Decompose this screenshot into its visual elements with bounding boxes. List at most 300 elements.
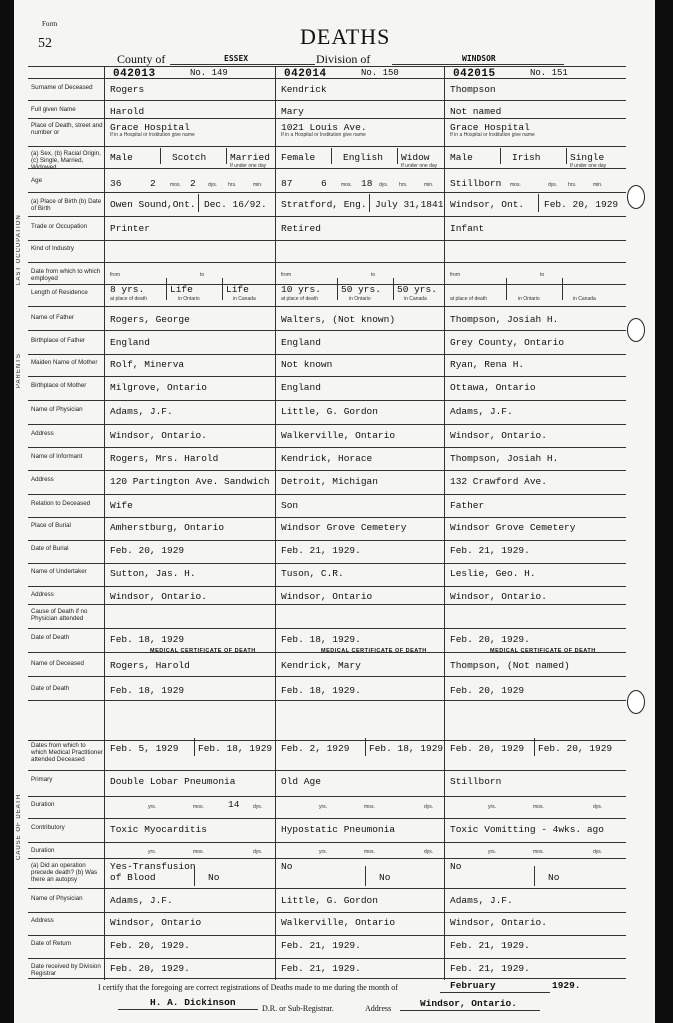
dr-label: D.R. or Sub-Registrar. bbox=[262, 1004, 334, 1013]
field-age-years: Stillborn bbox=[450, 178, 502, 189]
field-und-address: Windsor, Ontario. bbox=[110, 591, 207, 602]
row-label-und-address: Address bbox=[31, 591, 54, 598]
dys-unit: dys. bbox=[253, 849, 263, 855]
from-label: from bbox=[450, 272, 460, 278]
division-value: WINDSOR bbox=[462, 54, 496, 63]
at-place-label: at place of death bbox=[450, 296, 487, 302]
field-race: Scotch bbox=[172, 152, 207, 163]
row-label-father-birth: Birthplace of Father bbox=[31, 337, 85, 344]
entry-number: No. 149 bbox=[190, 68, 228, 78]
row-label-residence: Length of Residence bbox=[31, 289, 88, 296]
field-father-birth: England bbox=[110, 337, 150, 348]
registrar-name: H. A. Dickinson bbox=[150, 997, 236, 1008]
field-informant: Thompson, Josiah H. bbox=[450, 453, 559, 464]
row-label-physician2: Name of Physician bbox=[31, 895, 83, 902]
row-rule bbox=[28, 470, 626, 471]
footer-address: Windsor, Ontario. bbox=[420, 998, 517, 1009]
mos-unit: mos. bbox=[364, 804, 375, 810]
mos-unit: mos. bbox=[510, 182, 521, 188]
hospital-note: If in a Hospital or Institution give name bbox=[110, 132, 195, 138]
in-canada-label: in Canada bbox=[573, 296, 596, 302]
field-inf-address: 120 Partington Ave. Sandwich bbox=[110, 476, 270, 487]
field-race: Irish bbox=[512, 152, 541, 163]
min-unit: min. bbox=[253, 182, 263, 188]
row-rule bbox=[28, 192, 626, 193]
month-rule bbox=[440, 992, 550, 993]
cell-divider bbox=[194, 738, 195, 756]
footer-month: February bbox=[450, 980, 496, 991]
field-place: Grace Hospital bbox=[110, 122, 190, 133]
row-rule bbox=[28, 935, 626, 936]
row-label-attended: Dates from which to which Medical Practitioner attended Deceased bbox=[31, 742, 103, 763]
field-death-date: Feb. 20, 1929. bbox=[450, 634, 530, 645]
field-address: Walkerville, Ontario bbox=[281, 430, 396, 441]
field-birth-place: Owen Sound,Ont. bbox=[110, 199, 196, 210]
row-label-surname: Surname of Deceased bbox=[31, 84, 93, 91]
mos-unit: mos. bbox=[364, 849, 375, 855]
field-duration-days: 14 bbox=[228, 799, 240, 810]
at-place-label: at place of death bbox=[281, 296, 318, 302]
cell-divider bbox=[365, 738, 366, 756]
field-death-date: Feb. 18, 1929. bbox=[281, 634, 361, 645]
cell-divider bbox=[534, 866, 535, 886]
field-und-address: Windsor, Ontario bbox=[281, 591, 373, 602]
field-residence-ontario: Life bbox=[170, 284, 193, 295]
under-day-note: If under one day bbox=[401, 163, 438, 169]
field-mother: Ryan, Rena H. bbox=[450, 359, 525, 370]
row-rule bbox=[28, 858, 626, 859]
dys-unit: dys. bbox=[208, 182, 218, 188]
row-label-duration: Duration bbox=[31, 801, 55, 808]
row-label-age: Age bbox=[31, 177, 43, 184]
field-father: Thompson, Josiah H. bbox=[450, 314, 559, 325]
field-primary: Double Lobar Pneumonia bbox=[110, 776, 236, 787]
cell-divider bbox=[506, 278, 507, 300]
row-rule bbox=[28, 842, 626, 843]
row-rule bbox=[28, 330, 626, 331]
dys-unit: dys. bbox=[593, 804, 603, 810]
mos-unit: mos. bbox=[533, 849, 544, 855]
field-informant: Rogers, Mrs. Harold bbox=[110, 453, 219, 464]
field-physician: Adams, J.F. bbox=[450, 406, 513, 417]
field-address: Windsor, Ontario. bbox=[450, 430, 547, 441]
field-given: Not named bbox=[450, 106, 502, 117]
scan-border-left bbox=[0, 0, 14, 1023]
cell-divider bbox=[226, 148, 227, 164]
row-rule bbox=[28, 958, 626, 959]
hrs-unit: hrs. bbox=[399, 182, 408, 188]
medical-certificate-heading: MEDICAL CERTIFICATE OF DEATH bbox=[150, 648, 256, 654]
cell-divider bbox=[365, 866, 366, 886]
field-burial-place: Windsor Grove Cemetery bbox=[450, 522, 576, 533]
field-surname: Rogers bbox=[110, 84, 145, 95]
field-cert-date: Feb. 18, 1929 bbox=[110, 685, 185, 696]
row-label-birth: (a) Place of Birth (b) Date of Birth bbox=[31, 198, 102, 212]
registration-number: 042014 bbox=[284, 68, 327, 80]
field-inf-address: 132 Crawford Ave. bbox=[450, 476, 547, 487]
registration-number: 042013 bbox=[113, 68, 156, 80]
mos-unit: mos. bbox=[533, 804, 544, 810]
field-sex: Male bbox=[450, 152, 473, 163]
in-ontario-label: in Ontario bbox=[178, 296, 200, 302]
yrs-unit: yrs. bbox=[148, 804, 157, 810]
punch-hole bbox=[627, 318, 645, 342]
cell-divider bbox=[538, 194, 539, 212]
field-burial-place: Amherstburg, Ontario bbox=[110, 522, 225, 533]
dys-unit: dys. bbox=[253, 804, 263, 810]
field-cert-name: Thompson, (Not named) bbox=[450, 660, 570, 671]
footer-year: 1929. bbox=[552, 980, 581, 991]
field-age-months: 2 bbox=[150, 178, 156, 189]
mos-unit: mos. bbox=[341, 182, 352, 188]
row-rule bbox=[28, 770, 626, 771]
hospital-note: If in a Hospital or Institution give name bbox=[281, 132, 366, 138]
row-label-sex: (a) Sex, (b) Racial Origin, (c) Single, Married, Widowed bbox=[31, 150, 101, 171]
cell-divider bbox=[198, 194, 199, 212]
row-rule bbox=[28, 540, 626, 541]
row-rule bbox=[28, 424, 626, 425]
footer-address-label: Address bbox=[365, 1004, 392, 1013]
field-physician2: Adams, J.F. bbox=[450, 895, 513, 906]
field-address2: Windsor, Ontario. bbox=[450, 917, 547, 928]
field-attended-from: Feb. 2, 1929 bbox=[281, 743, 350, 754]
row-label-relation: Relation to Deceased bbox=[31, 500, 91, 507]
yrs-unit: yrs. bbox=[488, 849, 497, 855]
field-trade: Infant bbox=[450, 223, 485, 234]
dys-unit: dys. bbox=[424, 849, 434, 855]
punch-hole bbox=[627, 185, 645, 209]
field-physician: Adams, J.F. bbox=[110, 406, 173, 417]
field-residence-place: 10 yrs. bbox=[281, 284, 321, 295]
field-attended-to: Feb. 18, 1929 bbox=[369, 743, 444, 754]
row-rule bbox=[28, 306, 626, 307]
field-registrar: Feb. 20, 1929. bbox=[110, 963, 190, 974]
in-ontario-label: in Ontario bbox=[518, 296, 540, 302]
row-label-burial-place: Place of Burial bbox=[31, 522, 71, 529]
field-physician: Little, G. Gordon bbox=[281, 406, 378, 417]
row-label-primary: Primary bbox=[31, 776, 53, 783]
field-inf-address: Detroit, Michigan bbox=[281, 476, 378, 487]
field-status: Married bbox=[230, 152, 270, 163]
field-mother: Rolf, Minerva bbox=[110, 359, 185, 370]
row-rule bbox=[28, 604, 626, 605]
field-birth-place: Windsor, Ont. bbox=[450, 199, 525, 210]
field-undertaker: Leslie, Geo. H. bbox=[450, 568, 536, 579]
field-given: Harold bbox=[110, 106, 145, 117]
in-ontario-label: in Ontario bbox=[349, 296, 371, 302]
side-label-parents: PARENTS bbox=[16, 353, 22, 388]
row-label-duration2: Duration bbox=[31, 847, 55, 854]
field-operation: No bbox=[450, 861, 462, 872]
cell-divider bbox=[562, 278, 563, 300]
row-rule bbox=[28, 240, 626, 241]
row-rule bbox=[28, 216, 626, 217]
dys-unit: dys. bbox=[379, 182, 389, 188]
to-label: to bbox=[371, 272, 376, 278]
row-label-registrar: Date received by Division Registrar bbox=[31, 963, 101, 977]
min-unit: min. bbox=[593, 182, 603, 188]
field-age-days: 18 bbox=[361, 178, 373, 189]
field-return: Feb. 21, 1929. bbox=[450, 940, 530, 951]
form-label: Form bbox=[42, 20, 58, 28]
field-informant: Kendrick, Horace bbox=[281, 453, 373, 464]
row-rule bbox=[28, 354, 626, 355]
footer-rule bbox=[28, 978, 626, 979]
entry-number: No. 150 bbox=[361, 68, 399, 78]
row-rule bbox=[28, 376, 626, 377]
field-burial-date: Feb. 20, 1929 bbox=[110, 545, 185, 556]
cell-divider bbox=[397, 148, 398, 164]
to-label: to bbox=[540, 272, 545, 278]
hrs-unit: hrs. bbox=[228, 182, 237, 188]
field-cert-name: Rogers, Harold bbox=[110, 660, 190, 671]
row-label-mother-birth: Birthplace of Mother bbox=[31, 382, 87, 389]
field-birth-place: Stratford, Eng. bbox=[281, 199, 367, 210]
mos-unit: mos. bbox=[193, 849, 204, 855]
row-label-address: Address bbox=[31, 430, 54, 437]
field-autopsy: No bbox=[548, 872, 560, 883]
cell-divider bbox=[534, 738, 535, 756]
field-mother-birth: Milgrove, Ontario bbox=[110, 382, 207, 393]
row-label-employed: Date from which to which employed bbox=[31, 268, 101, 282]
cell-divider bbox=[337, 278, 338, 300]
field-age-months: 6 bbox=[321, 178, 327, 189]
field-residence-place: 8 yrs. bbox=[110, 284, 145, 295]
field-race: English bbox=[343, 152, 383, 163]
field-contributory: Toxic Myocarditis bbox=[110, 824, 207, 835]
row-label-address2: Address bbox=[31, 917, 54, 924]
field-mother-birth: Ottawa, Ontario bbox=[450, 382, 536, 393]
row-rule bbox=[28, 740, 626, 741]
field-residence-canada: 50 yrs. bbox=[397, 284, 437, 295]
registration-number: 042015 bbox=[453, 68, 496, 80]
mos-unit: mos. bbox=[193, 804, 204, 810]
hrs-unit: hrs. bbox=[568, 182, 577, 188]
top-rule bbox=[28, 66, 626, 67]
county-value: ESSEX bbox=[224, 54, 249, 63]
dys-unit: dys. bbox=[424, 804, 434, 810]
yrs-unit: yrs. bbox=[488, 804, 497, 810]
field-operation: No bbox=[281, 861, 293, 872]
field-operation-detail: of Blood bbox=[110, 872, 156, 883]
row-rule bbox=[28, 168, 626, 169]
field-burial-place: Windsor Grove Cemetery bbox=[281, 522, 407, 533]
field-address: Windsor, Ontario. bbox=[110, 430, 207, 441]
medical-certificate-heading: MEDICAL CERTIFICATE OF DEATH bbox=[490, 648, 596, 654]
page-title: DEATHS bbox=[300, 24, 391, 49]
row-rule bbox=[28, 494, 626, 495]
row-rule bbox=[28, 262, 626, 263]
field-birth-date: Dec. 16/92. bbox=[204, 199, 267, 210]
scan-border-right bbox=[655, 0, 673, 1023]
county-label: County of bbox=[117, 52, 166, 66]
field-attended-to: Feb. 20, 1929 bbox=[538, 743, 613, 754]
field-burial-date: Feb. 21, 1929. bbox=[281, 545, 361, 556]
field-birth-date: July 31,1841 bbox=[375, 199, 444, 210]
field-cert-date: Feb. 18, 1929. bbox=[281, 685, 361, 696]
field-father: Walters, (Not known) bbox=[281, 314, 396, 325]
field-residence-canada: Life bbox=[226, 284, 249, 295]
row-rule bbox=[28, 100, 626, 101]
min-unit: min. bbox=[424, 182, 434, 188]
medical-certificate-heading: MEDICAL CERTIFICATE OF DEATH bbox=[321, 648, 427, 654]
row-label-burial-date: Date of Burial bbox=[31, 545, 69, 552]
yrs-unit: yrs. bbox=[319, 849, 328, 855]
field-age-years: 36 bbox=[110, 178, 122, 189]
row-rule bbox=[28, 146, 626, 147]
row-label-contributory: Contributory bbox=[31, 824, 65, 831]
field-trade: Retired bbox=[281, 223, 321, 234]
cell-divider bbox=[369, 194, 370, 212]
field-age-days: 2 bbox=[190, 178, 196, 189]
row-label-death-date2: Date of Death bbox=[31, 685, 70, 692]
field-autopsy: No bbox=[379, 872, 391, 883]
field-primary: Stillborn bbox=[450, 776, 502, 787]
field-physician2: Little, G. Gordon bbox=[281, 895, 378, 906]
at-place-label: at place of death bbox=[110, 296, 147, 302]
in-canada-label: in Canada bbox=[233, 296, 256, 302]
in-canada-label: in Canada bbox=[404, 296, 427, 302]
cell-divider bbox=[222, 278, 223, 300]
registrar-rule bbox=[118, 1009, 258, 1010]
row-label-father: Name of Father bbox=[31, 314, 74, 321]
division-label: Division of bbox=[316, 52, 371, 66]
side-label-cause: CAUSE OF DEATH bbox=[16, 793, 22, 860]
field-father-birth: Grey County, Ontario bbox=[450, 337, 565, 348]
field-relation: Father bbox=[450, 500, 485, 511]
form-number: 52 bbox=[38, 36, 52, 51]
cell-divider bbox=[166, 278, 167, 300]
row-label-trade: Trade or Occupation bbox=[31, 223, 88, 230]
field-death-date: Feb. 18, 1929 bbox=[110, 634, 185, 645]
cell-divider bbox=[566, 148, 567, 164]
field-physician2: Adams, J.F. bbox=[110, 895, 173, 906]
field-und-address: Windsor, Ontario. bbox=[450, 591, 547, 602]
cell-divider bbox=[160, 148, 161, 164]
row-rule bbox=[28, 517, 626, 518]
side-label-occupation: LAST OCCUPATION bbox=[16, 214, 22, 285]
field-undertaker: Sutton, Jas. H. bbox=[110, 568, 196, 579]
cell-divider bbox=[393, 278, 394, 300]
field-status: Widow bbox=[401, 152, 430, 163]
cell-divider bbox=[500, 148, 501, 164]
field-contributory: Hypostatic Pneumonia bbox=[281, 824, 396, 835]
row-rule bbox=[28, 888, 626, 889]
row-rule bbox=[28, 676, 626, 677]
row-label-undertaker: Name of Undertaker bbox=[31, 568, 87, 575]
row-rule bbox=[28, 628, 626, 629]
from-label: from bbox=[110, 272, 120, 278]
row-label-inf-address: Address bbox=[31, 476, 54, 483]
cell-divider bbox=[331, 148, 332, 164]
row-label-place: Place of Death, street and number or bbox=[31, 122, 103, 136]
field-given: Mary bbox=[281, 106, 304, 117]
row-label-cause-no-phys: Cause of Death if no Physician attended bbox=[31, 608, 88, 622]
field-cert-name: Kendrick, Mary bbox=[281, 660, 361, 671]
field-birth-date: Feb. 20, 1929 bbox=[544, 199, 619, 210]
from-label: from bbox=[281, 272, 291, 278]
under-day-note: If under one day bbox=[230, 163, 267, 169]
field-age-years: 87 bbox=[281, 178, 293, 189]
field-attended-from: Feb. 20, 1929 bbox=[450, 743, 525, 754]
dys-unit: dys. bbox=[548, 182, 558, 188]
row-rule bbox=[28, 118, 626, 119]
field-sex: Female bbox=[281, 152, 316, 163]
row-rule bbox=[28, 447, 626, 448]
field-attended-from: Feb. 5, 1929 bbox=[110, 743, 179, 754]
field-undertaker: Tuson, C.R. bbox=[281, 568, 344, 579]
dys-unit: dys. bbox=[593, 849, 603, 855]
field-cert-date: Feb. 20, 1929 bbox=[450, 685, 525, 696]
field-primary: Old Age bbox=[281, 776, 321, 787]
punch-hole bbox=[627, 690, 645, 714]
row-label-death-date: Date of Death bbox=[31, 634, 70, 641]
yrs-unit: yrs. bbox=[148, 849, 157, 855]
field-surname: Kendrick bbox=[281, 84, 327, 95]
row-rule bbox=[28, 912, 626, 913]
field-return: Feb. 20, 1929. bbox=[110, 940, 190, 951]
field-address2: Walkerville, Ontario bbox=[281, 917, 396, 928]
row-rule bbox=[28, 563, 626, 564]
field-relation: Wife bbox=[110, 500, 133, 511]
field-place: Grace Hospital bbox=[450, 122, 530, 133]
row-label-given: Full given Name bbox=[31, 106, 76, 113]
field-address2: Windsor, Ontario bbox=[110, 917, 202, 928]
field-residence-ontario: 50 yrs. bbox=[341, 284, 381, 295]
cell-divider bbox=[194, 866, 195, 886]
field-return: Feb. 21, 1929. bbox=[281, 940, 361, 951]
field-mother: Not known bbox=[281, 359, 333, 370]
hospital-note: If in a Hospital or Institution give name bbox=[450, 132, 535, 138]
yrs-unit: yrs. bbox=[319, 804, 328, 810]
address-rule bbox=[400, 1010, 540, 1011]
field-contributory: Toxic Vomitting - 4wks. ago bbox=[450, 824, 604, 835]
field-surname: Thompson bbox=[450, 84, 496, 95]
row-label-operation: (a) Did an operation precede death? (b) Was there an autopsy bbox=[31, 862, 98, 883]
row-label-mother: Maiden Name of Mother bbox=[31, 359, 98, 366]
division-rule bbox=[392, 64, 564, 65]
field-relation: Son bbox=[281, 500, 299, 511]
field-father: Rogers, George bbox=[110, 314, 190, 325]
field-operation: Yes-Transfusion bbox=[110, 861, 196, 872]
row-rule bbox=[28, 818, 626, 819]
field-place: 1021 Louis Ave. bbox=[281, 122, 367, 133]
row-rule bbox=[28, 586, 626, 587]
to-label: to bbox=[200, 272, 205, 278]
field-attended-to: Feb. 18, 1929 bbox=[198, 743, 273, 754]
row-label-informant: Name of Informant bbox=[31, 453, 83, 460]
row-rule bbox=[28, 700, 626, 701]
field-autopsy: No bbox=[208, 872, 220, 883]
row-label-physician: Name of Physician bbox=[31, 406, 83, 413]
field-father-birth: England bbox=[281, 337, 321, 348]
field-registrar: Feb. 21, 1929. bbox=[450, 963, 530, 974]
field-sex: Male bbox=[110, 152, 133, 163]
row-rule bbox=[28, 796, 626, 797]
row-rule bbox=[28, 400, 626, 401]
field-trade: Printer bbox=[110, 223, 150, 234]
field-mother-birth: England bbox=[281, 382, 321, 393]
row-label-deceased-name: Name of Deceased bbox=[31, 660, 84, 667]
field-registrar: Feb. 21, 1929. bbox=[281, 963, 361, 974]
entry-number: No. 151 bbox=[530, 68, 568, 78]
under-day-note: If under one day bbox=[570, 163, 607, 169]
certify-text: I certify that the foregoing are correct registrations of Deaths made to me during the month of bbox=[98, 983, 398, 992]
field-status: Single bbox=[570, 152, 605, 163]
county-rule bbox=[170, 64, 315, 65]
field-burial-date: Feb. 21, 1929. bbox=[450, 545, 530, 556]
row-label-industry: Kind of Industry bbox=[31, 245, 74, 252]
